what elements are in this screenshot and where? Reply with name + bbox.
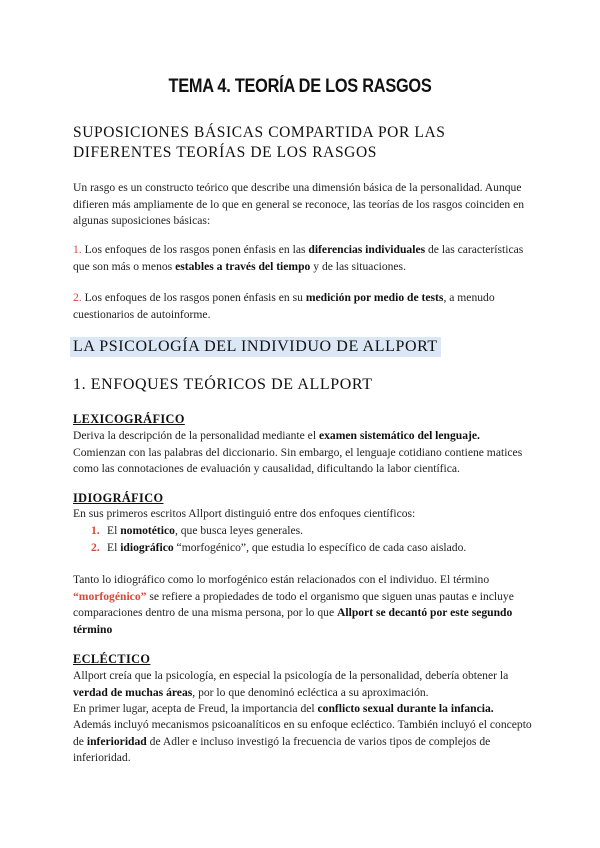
bold-text: conflicto sexual durante la infancia. (317, 702, 494, 715)
bold-text: idiográfico (120, 541, 174, 554)
text: “morfogénico”, que estudia lo específico de cada caso aislado. (173, 541, 467, 554)
text: Los enfoques de los rasgos ponen énfasis en las (81, 243, 309, 256)
red-bold-text: “morfogénico” (73, 589, 147, 603)
heading-eclectico: ECLÉCTICO (73, 652, 151, 666)
point-number: 2. (73, 291, 82, 304)
text: de Adler e incluso investigó la frecuencia de varios tipos de complejos de inferioridad. (73, 734, 491, 765)
subsection-heading-enfoques: 1. ENFOQUES TEÓRICOS DE ALLPORT (73, 376, 373, 393)
text: Deriva la descripción de la personalidad mediante el (73, 429, 319, 442)
heading-line-1: SUPOSICIONES BÁSICAS COMPARTIDA POR LAS (73, 124, 446, 141)
text: Tanto lo idiográfico como lo morfogénico están relacionados con el individuo. El término (73, 573, 490, 586)
point-number: 1. (73, 243, 82, 256)
text: y de las situaciones. (310, 259, 406, 273)
text: de las características que son más o menos (73, 243, 524, 273)
eclectico-paragraph-3 (73, 717, 533, 767)
text: Los enfoques de los rasgos ponen énfasis en su (81, 291, 306, 304)
eclectico-paragraph-1 (73, 668, 533, 701)
morfogenico-paragraph (73, 572, 533, 638)
text: Allport creía que la psicología, en especial la psicología de la personalidad, debería obtener la (73, 669, 509, 682)
point-2-paragraph (73, 290, 533, 323)
heading-line-2: DIFERENTES TEORÍAS DE LOS RASGOS (73, 144, 377, 161)
list-number: 2. (91, 541, 100, 554)
text: , a menudo cuestionarios de autoinforme. (73, 291, 495, 321)
section-heading-allport (73, 338, 441, 356)
section-heading-suposiciones (73, 123, 445, 163)
text: El (107, 541, 121, 554)
text: se refiere a propiedades de todo el organismo que siguen unas pautas e incluye comparaciones dentro de una misma persona, por lo que (73, 589, 514, 620)
intro-paragraph: Un rasgo es un constructo teórico que describe una dimensión básica de la personalidad. Aunque difieren más ampliamente de lo que en general se reconoce, las teorías de los rasgos coinciden en algunas suposiciones básicas: (73, 181, 525, 228)
bold-text: verdad de muchas áreas (73, 685, 193, 699)
bold-text: diferencias individuales (308, 243, 426, 256)
heading-idiografico: IDIOGRÁFICO (73, 491, 164, 505)
text: Comienzan con las palabras del diccionario. Sin embargo, el lenguaje cotidiano contiene matices como las connotaciones de evaluación y causalidad, dificultando la labor científica. (73, 445, 523, 476)
text: En primer lugar, acepta de Freud, la importancia del (73, 702, 318, 715)
heading-lexicografico: LEXICOGRÁFICO (73, 412, 185, 426)
point-1-paragraph (73, 242, 533, 275)
idiografico-intro: En sus primeros escritos Allport distinguió entre dos enfoques científicos: (73, 507, 416, 520)
text: , por lo que denominó ecléctica a su aproximación. (192, 685, 429, 699)
highlighted-heading: LA PSICOLOGÍA DEL INDIVIDUO DE ALLPORT (70, 337, 441, 357)
bold-text: examen sistemático del lenguaje. (318, 429, 480, 442)
bold-text: nomotético (120, 524, 175, 537)
text: Además incluyó mecanismos psicoanalíticos en su enfoque ecléctico. También incluyó el concepto de (73, 718, 532, 748)
bold-text: inferioridad (86, 734, 147, 748)
eclectico-paragraph-2 (73, 701, 533, 718)
lexicografico-paragraph (73, 428, 533, 478)
bold-text: estables a través del tiempo (175, 259, 311, 273)
list-number: 1. (91, 524, 100, 537)
bold-text: Allport se decantó por este segundo término (73, 606, 513, 636)
list-item-nomotetico (91, 523, 531, 540)
bold-text: medición por medio de tests (305, 291, 444, 304)
text: , que busca leyes generales. (174, 524, 304, 537)
list-item-idiografico (91, 540, 531, 557)
page-title: TEMA 4. TEORÍA DE LOS RASGOS (168, 76, 432, 97)
text: El (107, 524, 121, 537)
